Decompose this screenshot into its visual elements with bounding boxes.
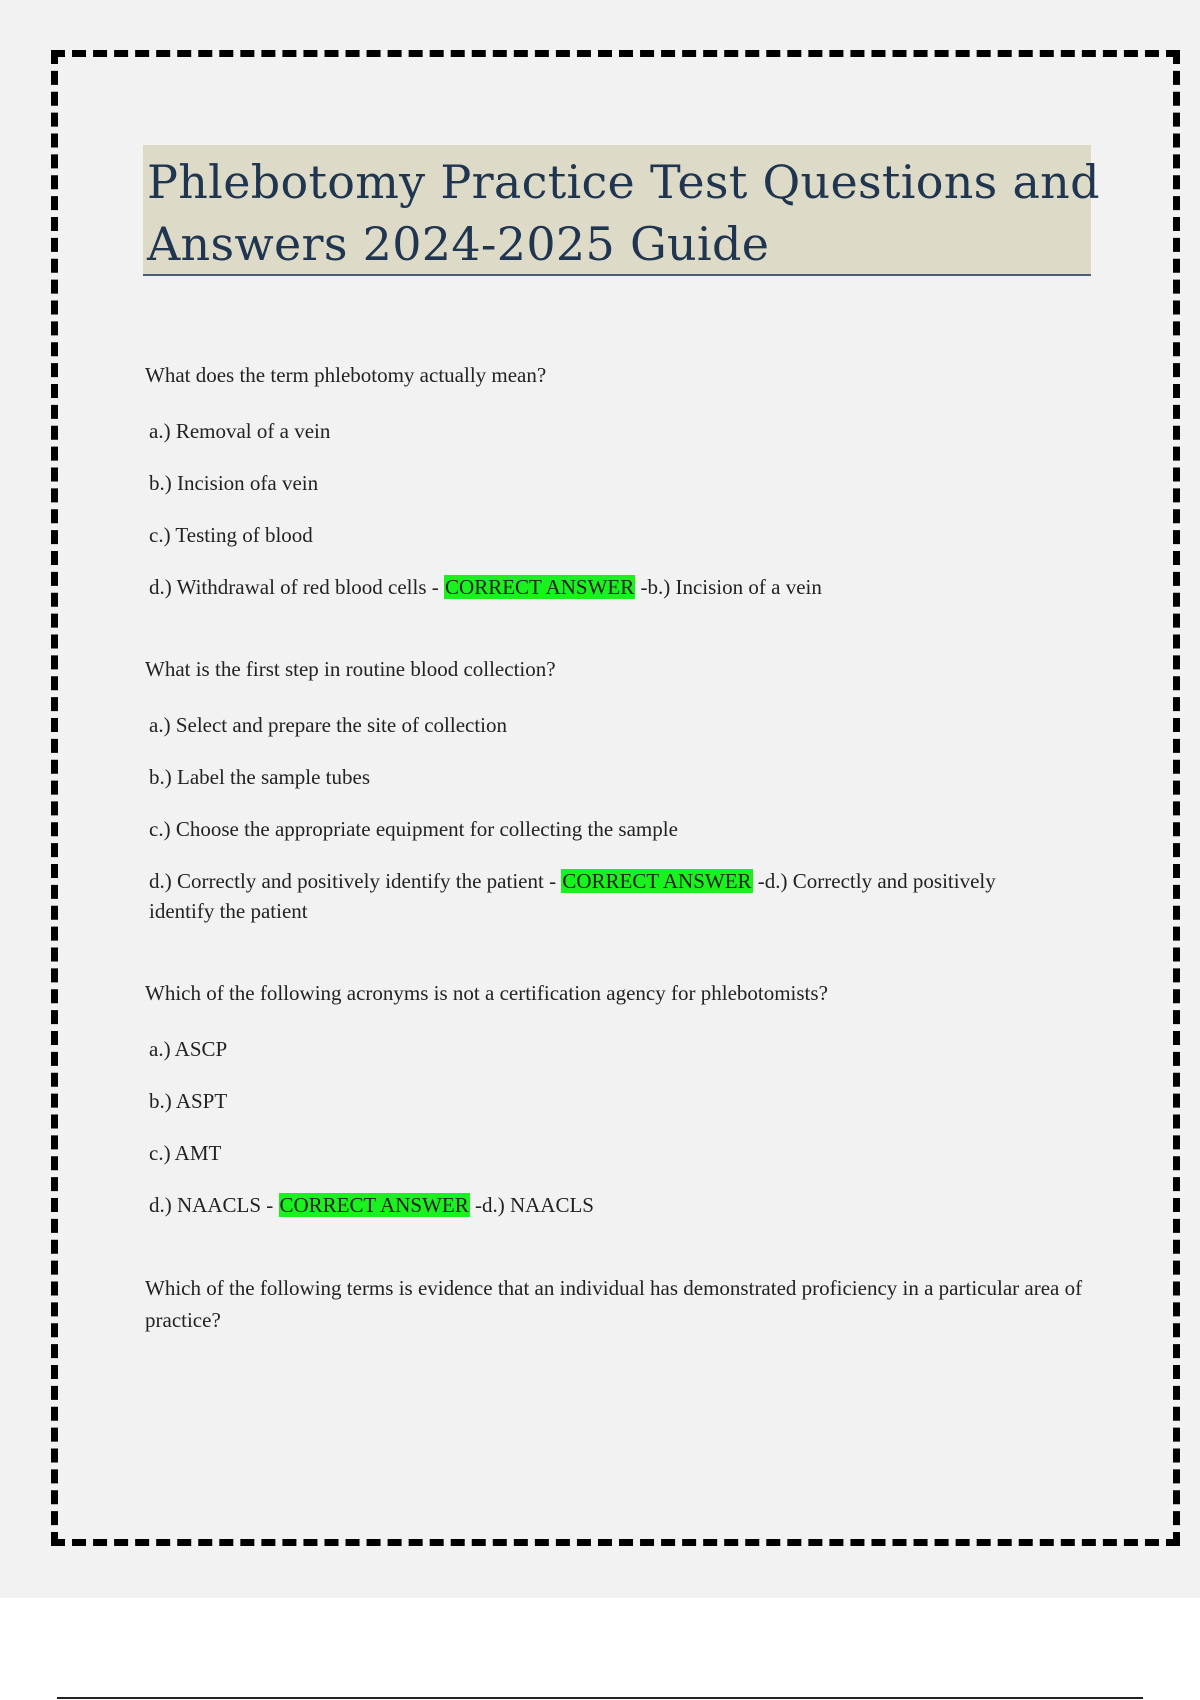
option-d-text: d.) NAACLS - [149,1193,279,1217]
option-c: c.) Testing of blood [149,523,313,547]
questions-list [145,360,1090,1336]
option-c: c.) Choose the appropriate equipment for collecting the sample [149,817,678,841]
option-a: a.) Removal of a vein [149,419,331,443]
option-b: b.) ASPT [149,1089,228,1113]
option-b: b.) Incision ofa vein [149,471,319,495]
option-d-with-answer [149,1190,1090,1220]
option-d-text: d.) Withdrawal of red blood cells - [149,575,445,599]
title-line-2: Answers 2024-2025 Guide [147,217,770,271]
correct-answer-highlight: CORRECT ANSWER [445,575,635,599]
answer-text: -d.) NAACLS [469,1193,594,1217]
question-text-final: Which of the following terms is evidence that an individual has demonstrated proficiency in a particular area of practice? [145,1276,1083,1332]
correct-answer-highlight: CORRECT ANSWER [562,869,752,893]
answer-text: -b.) Incision of a vein [635,575,822,599]
option-d-with-answer [145,866,1039,926]
question-text: What does the term phlebotomy actually mean? [145,363,547,387]
question-item [145,978,1090,1220]
footer-divider [57,1697,1143,1699]
question-text: What is the first step in routine blood collection? [145,657,556,681]
option-a: a.) Select and prepare the site of collection [149,713,508,737]
title-line-1: Phlebotomy Practice Test Questions and [147,155,1100,209]
option-b: b.) Label the sample tubes [149,765,371,789]
option-d-text: d.) Correctly and positively identify the patient - [149,869,562,893]
question-text: Which of the following acronyms is not a certification agency for phlebotomists? [145,981,828,1005]
correct-answer-highlight: CORRECT ANSWER [279,1193,469,1217]
option-a: a.) ASCP [149,1037,228,1061]
option-c: c.) AMT [149,1141,222,1165]
question-item [145,360,1090,602]
question-item [145,654,1090,926]
option-d-with-answer [149,572,1090,602]
document-title [143,145,1100,276]
answer-text: -d.) Correctly and positively identify the patient [149,869,996,923]
